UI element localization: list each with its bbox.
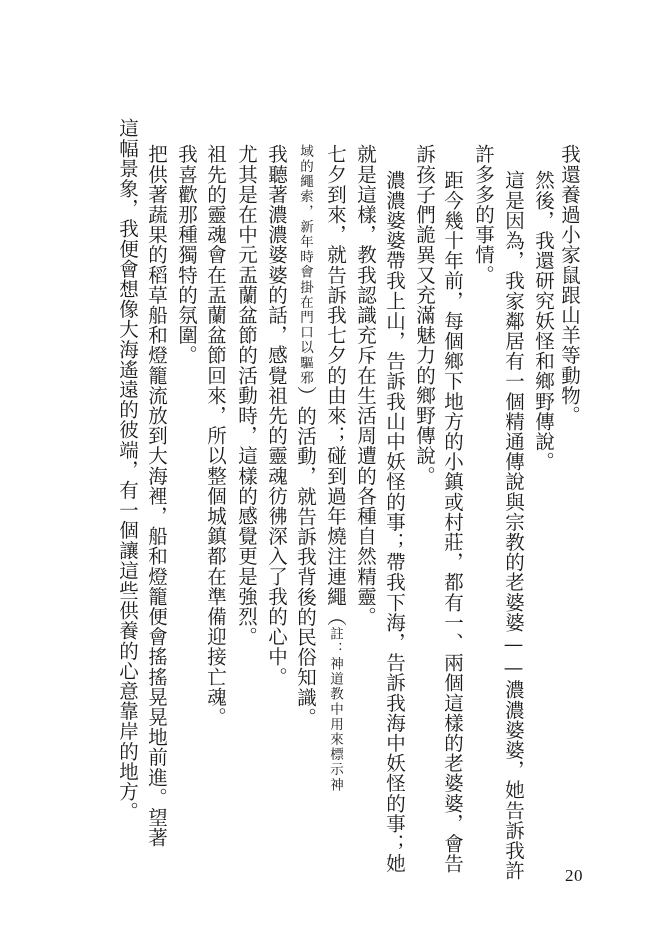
annotation-note: 域的繩索，新年時會掛在門口以驅邪 [297,144,313,386]
column-text: 距今幾十年前，每個鄉下地方的小鎮或村莊，都有一、兩個這樣的老婆婆，會告 [441,170,464,874]
text-column-10 [293,144,317,727]
column-text: 我喜歡那種獨特的氛圍。 [175,144,198,366]
column-text: 這是因為，我家鄰居有一個精通傳說與宗教的老婆婆——濃濃婆婆，她告訴我許 [502,170,525,881]
annotation-note: 註：神道教中用來標示神 [327,626,343,793]
text-column-12 [234,144,258,647]
column-text: 這幅景象，我便會想像大海遙遠的彼端，有一個讓這些供養的心意靠岸的地方。 [116,118,139,822]
text-column-8 [353,144,377,626]
column-text: 濃濃婆婆帶我上山，告訴我山中妖怪的事；帶我下海，告訴我海中妖怪的事；她 [383,170,406,874]
column-text: 七夕到來，就告訴我七夕的由來；碰到過年燒注連繩（ [324,144,347,627]
page-number: 20 [565,866,583,885]
column-text: 尤其是在中元盂蘭盆節的活動時，這樣的感覺更是強烈。 [235,144,258,647]
column-text: 祖先的靈魂會在盂蘭盆節回來，所以整個城鎮都在準備迎接亡魂。 [204,144,227,727]
text-column-13 [203,144,227,727]
text-column-4 [471,144,495,285]
text-column-2 [531,170,555,472]
column-text: 把供著蔬果的稻草船和燈籠流放到大海裡，船和燈籠便會搖搖晃晃地前進。望著 [145,144,168,848]
column-text: 我聽著濃濃婆婆的話，感覺祖先的靈魂彷彿深入了我的心中。 [265,144,288,687]
text-column-1 [557,144,581,425]
column-text: ）的活動，就告訴我背後的民俗知識。 [294,385,317,728]
text-column-5 [440,170,464,874]
column-text: 訴孩子們詭異又充滿魅力的鄉野傳說。 [413,144,436,486]
column-text: 然後，我還研究妖怪和鄉野傳說。 [532,170,555,472]
text-column-14 [174,144,198,365]
text-column-11 [264,144,288,687]
text-column-15 [144,144,168,848]
text-column-7 [382,170,406,874]
text-column-9 [323,144,347,793]
column-text: 就是這樣，教我認識充斥在生活周遭的各種自然精靈。 [354,144,377,627]
column-text: 我還養過小家鼠跟山羊等動物。 [558,144,581,426]
text-column-16 [115,118,139,822]
text-column-3 [501,170,525,881]
column-text: 許多多的事情。 [472,144,495,285]
text-column-6 [412,144,436,486]
